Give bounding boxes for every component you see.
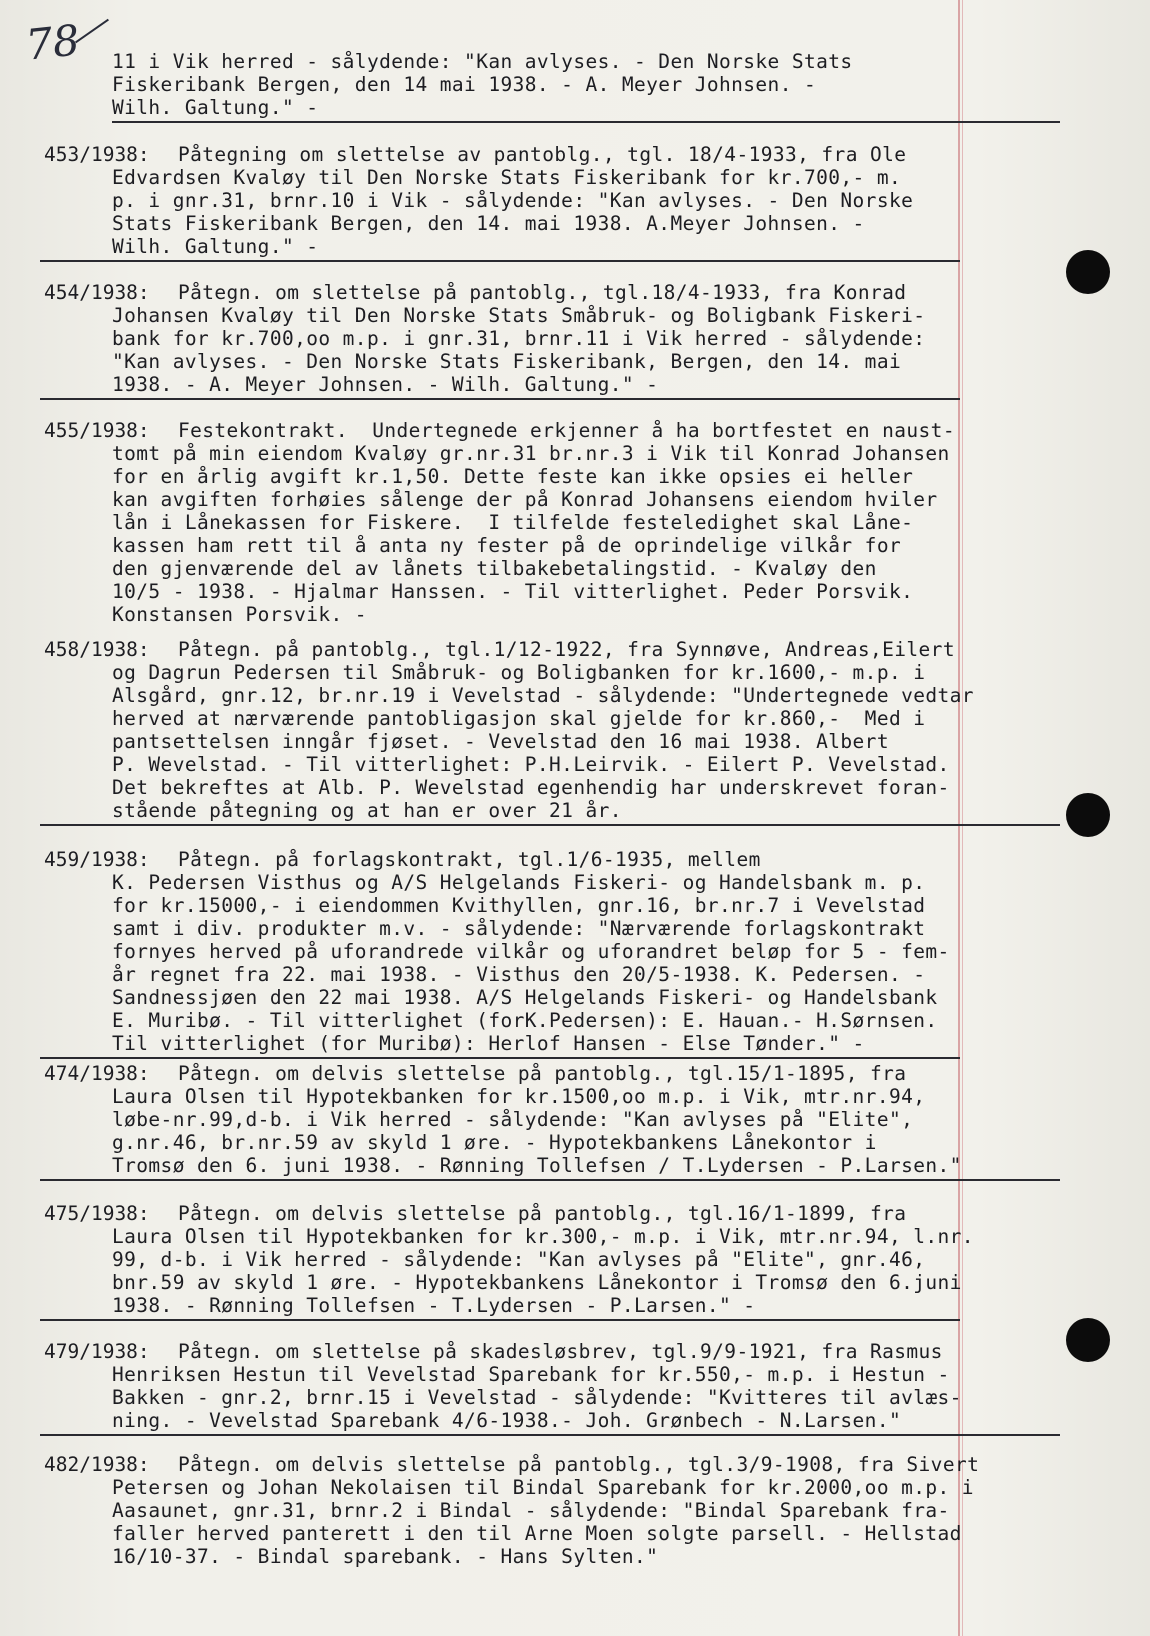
- entry-separator-rule: [112, 121, 1060, 123]
- entry-text-line: for en årlig avgift kr.1,50. Dette feste kan ikke opsies ei heller: [112, 465, 914, 488]
- entry-number: 475/1938:: [44, 1202, 150, 1225]
- entry-text-line: Sandnessjøen den 22 mai 1938. A/S Helgelands Fiskeri- og Handelsbank: [112, 986, 938, 1009]
- entry-separator-rule: [40, 398, 960, 400]
- entry-text-line: 1938. - Rønning Tollefsen - T.Lydersen - P.Larsen." -: [112, 1294, 756, 1317]
- entry-text-line: Edvardsen Kvaløy til Den Norske Stats Fiskeribank for kr.700,- m.: [112, 166, 902, 189]
- entry-text-line: K. Pedersen Visthus og A/S Helgelands Fiskeri- og Handelsbank m. p.: [112, 871, 926, 894]
- entry-text-line: bnr.59 av skyld 1 øre. - Hypotekbankens Lånekontor i Tromsø den 6.juni: [112, 1271, 962, 1294]
- entry-text-line: den gjenværende del av lånets tilbakebetalingstid. - Kvaløy den: [112, 557, 877, 580]
- page-number-stroke: [75, 19, 109, 44]
- entry-text-line: Påtegn. om delvis slettelse på pantoblg., tgl.15/1-1895, fra: [178, 1062, 907, 1085]
- entry-text-line: Påtegning om slettelse av pantoblg., tgl. 18/4-1933, fra Ole: [178, 143, 907, 166]
- entry-text-line: g.nr.46, br.nr.59 av skyld 1 øre. - Hypotekbankens Lånekontor i: [112, 1131, 877, 1154]
- entry-text-line: E. Muribø. - Til vitterlighet (forK.Pedersen): E. Hauan.- H.Sørnsen.: [112, 1009, 938, 1032]
- entry-text-line: Stats Fiskeribank Bergen, den 14. mai 1938. A.Meyer Johnsen. -: [112, 212, 865, 235]
- entry-separator-rule: [40, 824, 1060, 826]
- entry-text-line: 10/5 - 1938. - Hjalmar Hanssen. - Til vitterlighet. Peder Porsvik.: [112, 580, 914, 603]
- entry-separator-rule: [40, 1057, 960, 1059]
- page-number: 78: [23, 15, 82, 70]
- entry-number: 482/1938:: [44, 1453, 150, 1476]
- entry-separator-rule: [40, 260, 960, 262]
- entry-separator-rule: [40, 1434, 1060, 1436]
- entry-number: 474/1938:: [44, 1062, 150, 1085]
- entry-text-line: ning. - Vevelstad Sparebank 4/6-1938.- Joh. Grønbech - N.Larsen.": [112, 1409, 902, 1432]
- entry-separator-rule: [40, 1319, 960, 1321]
- entry-text-line: 1938. - A. Meyer Johnsen. - Wilh. Galtung." -: [112, 373, 659, 396]
- entry-text-line: samt i div. produkter m.v. - sålydende: "Nærværende forlagskontrakt: [112, 917, 926, 940]
- entry-text-line: Henriksen Hestun til Vevelstad Sparebank for kr.550,- m.p. i Hestun -: [112, 1363, 950, 1386]
- entry-text-line: Aasaunet, gnr.31, brnr.2 i Bindal - sålydende: "Bindal Sparebank fra-: [112, 1499, 950, 1522]
- entry-text-line: Påtegn. om delvis slettelse på pantoblg., tgl.3/9-1908, fra Sivert: [178, 1453, 980, 1476]
- entry-text-line: år regnet fra 22. mai 1938. - Visthus den 20/5-1938. K. Pedersen. -: [112, 963, 926, 986]
- margin-line-inner: [962, 0, 963, 1636]
- entry-number: 458/1938:: [44, 638, 150, 661]
- entry-text-line: Til vitterlighet (for Muribø): Herlof Hansen - Else Tønder." -: [112, 1032, 865, 1055]
- punch-hole: [1066, 793, 1110, 837]
- entry-text-line: Festekontrakt. Undertegnede erkjenner å ha bortfestet en naust-: [178, 419, 955, 442]
- entry-text-line: faller herved panterett i den til Arne Moen solgte parsell. - Hellstad: [112, 1522, 962, 1545]
- entry-number: 453/1938:: [44, 143, 150, 166]
- entry-text-line: Laura Olsen til Hypotekbanken for kr.1500,oo m.p. i Vik, mtr.nr.94,: [112, 1085, 926, 1108]
- entry-text-line: "Kan avlyses. - Den Norske Stats Fiskeribank, Bergen, den 14. mai: [112, 350, 902, 373]
- entry-text-line: Det bekreftes at Alb. P. Wevelstad egenhendig har underskrevet foran-: [112, 776, 950, 799]
- entry-text-line: Alsgård, gnr.12, br.nr.19 i Vevelstad - sålydende: "Undertegnede vedtar: [112, 684, 974, 707]
- entry-text-line: kassen ham rett til å anta ny fester på de oprindelige vilkår for: [112, 534, 902, 557]
- entry-text-line: Fiskeribank Bergen, den 14 mai 1938. - A. Meyer Johnsen. -: [112, 73, 817, 96]
- entry-text-line: fornyes herved på uforandrede vilkår og uforandret beløp for 5 - fem-: [112, 940, 950, 963]
- entry-text-line: for kr.15000,- i eiendommen Kvithyllen, gnr.16, br.nr.7 i Vevelstad: [112, 894, 926, 917]
- entry-text-line: stående påtegning og at han er over 21 år.: [112, 799, 622, 822]
- entry-text-line: Bakken - gnr.2, brnr.15 i Vevelstad - sålydende: "Kvitteres til avlæs-: [112, 1386, 962, 1409]
- punch-hole: [1066, 1318, 1110, 1362]
- entry-number: 459/1938:: [44, 848, 150, 871]
- entry-text-line: Tromsø den 6. juni 1938. - Rønning Tollefsen / T.Lydersen - P.Larsen.": [112, 1154, 962, 1177]
- entry-text-line: løbe-nr.99,d-b. i Vik herred - sålydende: "Kan avlyses på "Elite",: [112, 1108, 914, 1131]
- entry-text-line: 99, d-b. i Vik herred - sålydende: "Kan avlyses på "Elite", gnr.46,: [112, 1248, 926, 1271]
- entry-text-line: Wilh. Galtung." -: [112, 96, 319, 119]
- entry-text-line: Petersen og Johan Nekolaisen til Bindal Sparebank for kr.2000,oo m.p. i: [112, 1476, 974, 1499]
- entry-text-line: Påtegn. på pantoblg., tgl.1/12-1922, fra Synnøve, Andreas,Eilert: [178, 638, 955, 661]
- entry-text-line: Wilh. Galtung." -: [112, 235, 319, 258]
- entry-text-line: herved at nærværende pantobligasjon skal gjelde for kr.860,- Med i: [112, 707, 926, 730]
- punch-hole: [1066, 250, 1110, 294]
- entry-separator-rule: [40, 1179, 1060, 1181]
- entry-text-line: 16/10-37. - Bindal sparebank. - Hans Sylten.": [112, 1545, 659, 1568]
- entry-number: 455/1938:: [44, 419, 150, 442]
- entry-text-line: og Dagrun Pedersen til Småbruk- og Boligbanken for kr.1600,- m.p. i: [112, 661, 926, 684]
- entry-text-line: tomt på min eiendom Kvaløy gr.nr.31 br.nr.3 i Vik til Konrad Johansen: [112, 442, 950, 465]
- entry-text-line: kan avgiften forhøies sålenge der på Konrad Johansens eiendom hviler: [112, 488, 938, 511]
- entry-text-line: Påtegn. om slettelse på pantoblg., tgl.18/4-1933, fra Konrad: [178, 281, 907, 304]
- entry-text-line: Laura Olsen til Hypotekbanken for kr.300,- m.p. i Vik, mtr.nr.94, l.nr.: [112, 1225, 974, 1248]
- entry-text-line: Johansen Kvaløy til Den Norske Stats Småbruk- og Boligbank Fiskeri-: [112, 304, 926, 327]
- entry-text-line: pantsettelsen inngår fjøset. - Vevelstad den 16 mai 1938. Albert: [112, 730, 889, 753]
- entry-text-line: Konstansen Porsvik. -: [112, 603, 367, 626]
- entry-text-line: Påtegn. på forlagskontrakt, tgl.1/6-1935, mellem: [178, 848, 761, 871]
- entry-text-line: Påtegn. om delvis slettelse på pantoblg., tgl.16/1-1899, fra: [178, 1202, 907, 1225]
- entry-number: 454/1938:: [44, 281, 150, 304]
- entry-text-line: lån i Lånekassen for Fiskere. I tilfelde festeledighet skal Låne-: [112, 511, 914, 534]
- entry-text-line: P. Wevelstad. - Til vitterlighet: P.H.Leirvik. - Eilert P. Vevelstad.: [112, 753, 950, 776]
- entry-text-line: Påtegn. om slettelse på skadesløsbrev, tgl.9/9-1921, fra Rasmus: [178, 1340, 943, 1363]
- entry-text-line: 11 i Vik herred - sålydende: "Kan avlyses. - Den Norske Stats: [112, 50, 853, 73]
- entry-number: 479/1938:: [44, 1340, 150, 1363]
- entry-text-line: bank for kr.700,oo m.p. i gnr.31, brnr.11 i Vik herred - sålydende:: [112, 327, 926, 350]
- entry-text-line: p. i gnr.31, brnr.10 i Vik - sålydende: "Kan avlyses. - Den Norske: [112, 189, 914, 212]
